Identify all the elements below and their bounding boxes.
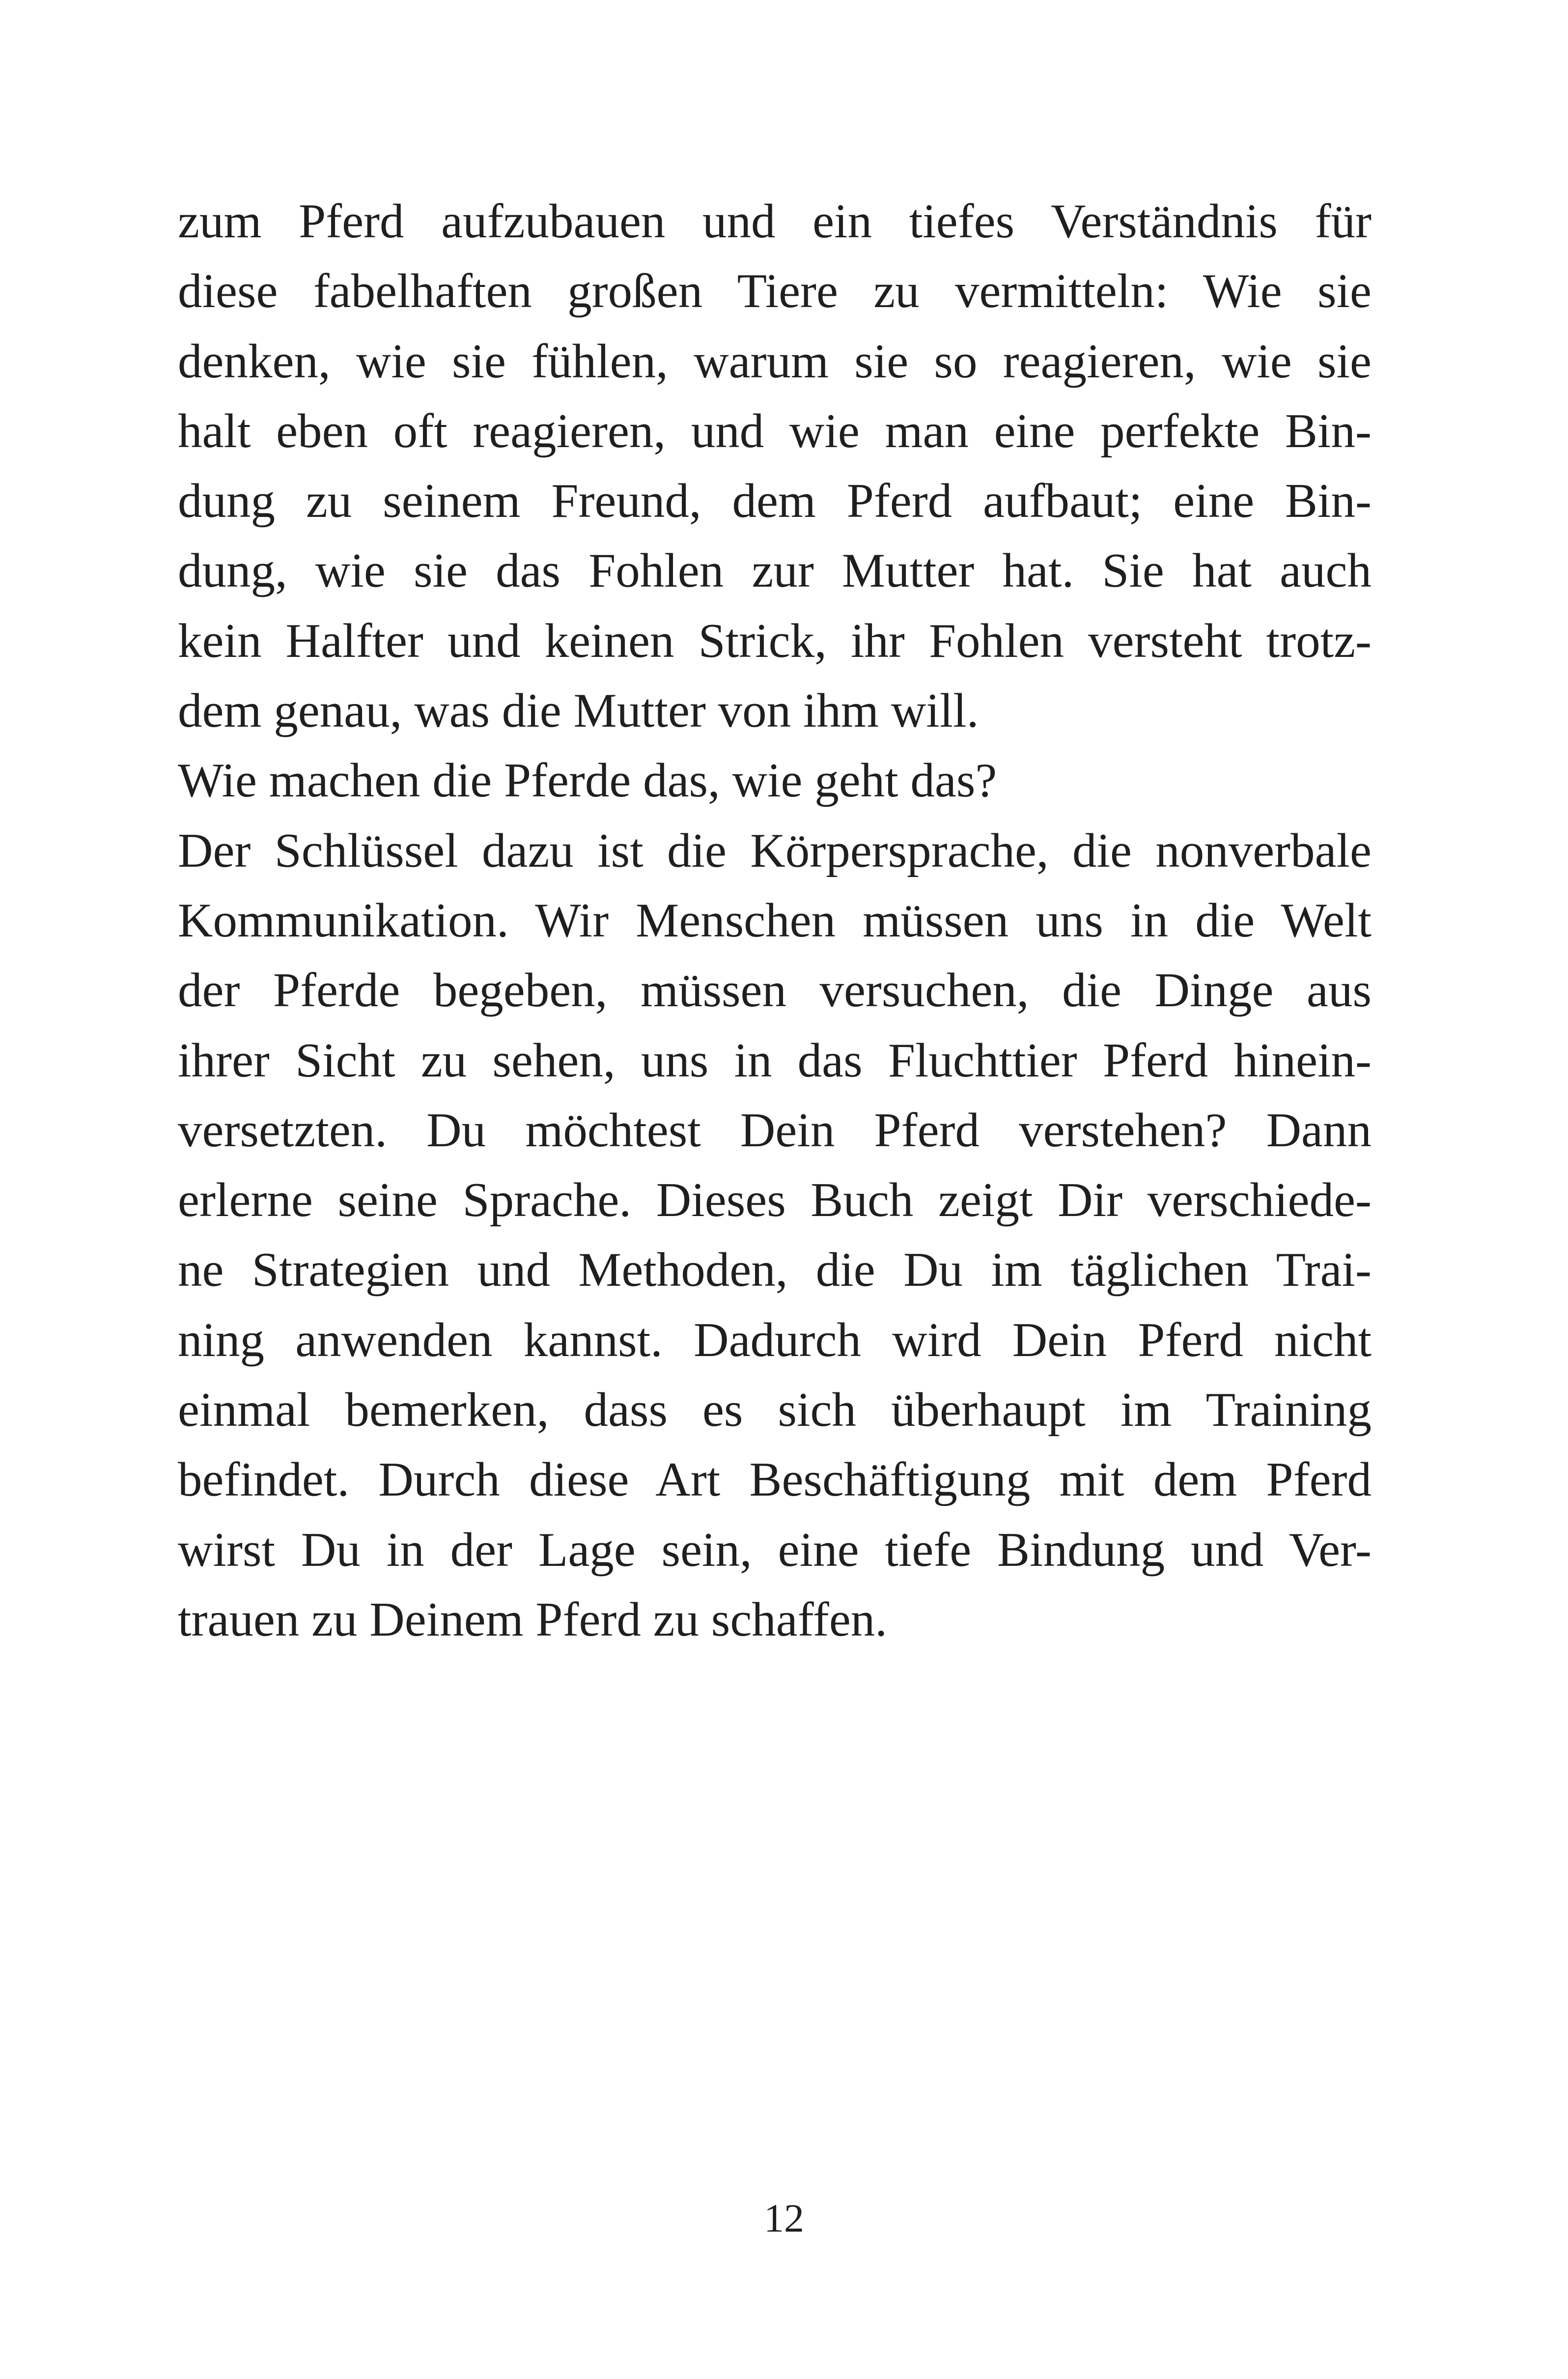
text-line: ning anwenden kannst. Dadurch wird Dein Pferd nicht <box>178 1313 1372 1367</box>
body-text <box>178 187 1372 1655</box>
text-line: ne Strategien und Methoden, die Du im täglichen Trai- <box>178 1243 1372 1297</box>
text-line: diese fabelhaften großen Tiere zu vermitteln: Wie sie <box>178 264 1372 318</box>
text-line: trauen zu Deinem Pferd zu schaffen. <box>178 1592 888 1646</box>
text-line: Wie machen die Pferde das, wie geht das? <box>178 754 997 808</box>
text-line: denken, wie sie fühlen, warum sie so reagieren, wie sie <box>178 334 1372 388</box>
paragraph-3 <box>178 816 1372 1655</box>
text-line: der Pferde begeben, müssen versuchen, die Dinge aus <box>178 963 1372 1018</box>
paragraph-2 <box>178 746 1372 816</box>
text-line: halt eben oft reagieren, und wie man eine perfekte Bin- <box>178 404 1372 458</box>
paragraph-1 <box>178 187 1372 746</box>
text-line: dung, wie sie das Fohlen zur Mutter hat. Sie hat auch <box>178 544 1372 598</box>
text-line: versetzten. Du möchtest Dein Pferd verstehen? Dann <box>178 1103 1372 1157</box>
text-line: dung zu seinem Freund, dem Pferd aufbaut; eine Bin- <box>178 474 1372 528</box>
text-line: zum Pferd aufzubauen und ein tiefes Verständnis für <box>178 195 1372 248</box>
text-line: ihrer Sicht zu sehen, uns in das Fluchttier Pferd hinein- <box>178 1033 1372 1087</box>
text-line: erlerne seine Sprache. Dieses Buch zeigt Dir verschiede- <box>178 1173 1372 1227</box>
text-line: Der Schlüssel dazu ist die Körpersprache, die nonverbale <box>178 823 1372 878</box>
text-line: kein Halfter und keinen Strick, ihr Fohlen versteht trotz- <box>178 614 1372 668</box>
text-line: Kommunikation. Wir Menschen müssen uns in die Welt <box>178 893 1372 947</box>
text-line: dem genau, was die Mutter von ihm will. <box>178 684 979 738</box>
text-line: befindet. Durch diese Art Beschäftigung mit dem Pferd <box>178 1453 1372 1507</box>
text-line: wirst Du in der Lage sein, eine tiefe Bindung und Ver- <box>178 1523 1372 1577</box>
text-line: einmal bemerken, dass es sich überhaupt im Training <box>178 1383 1372 1437</box>
page-number: 12 <box>764 2196 804 2240</box>
